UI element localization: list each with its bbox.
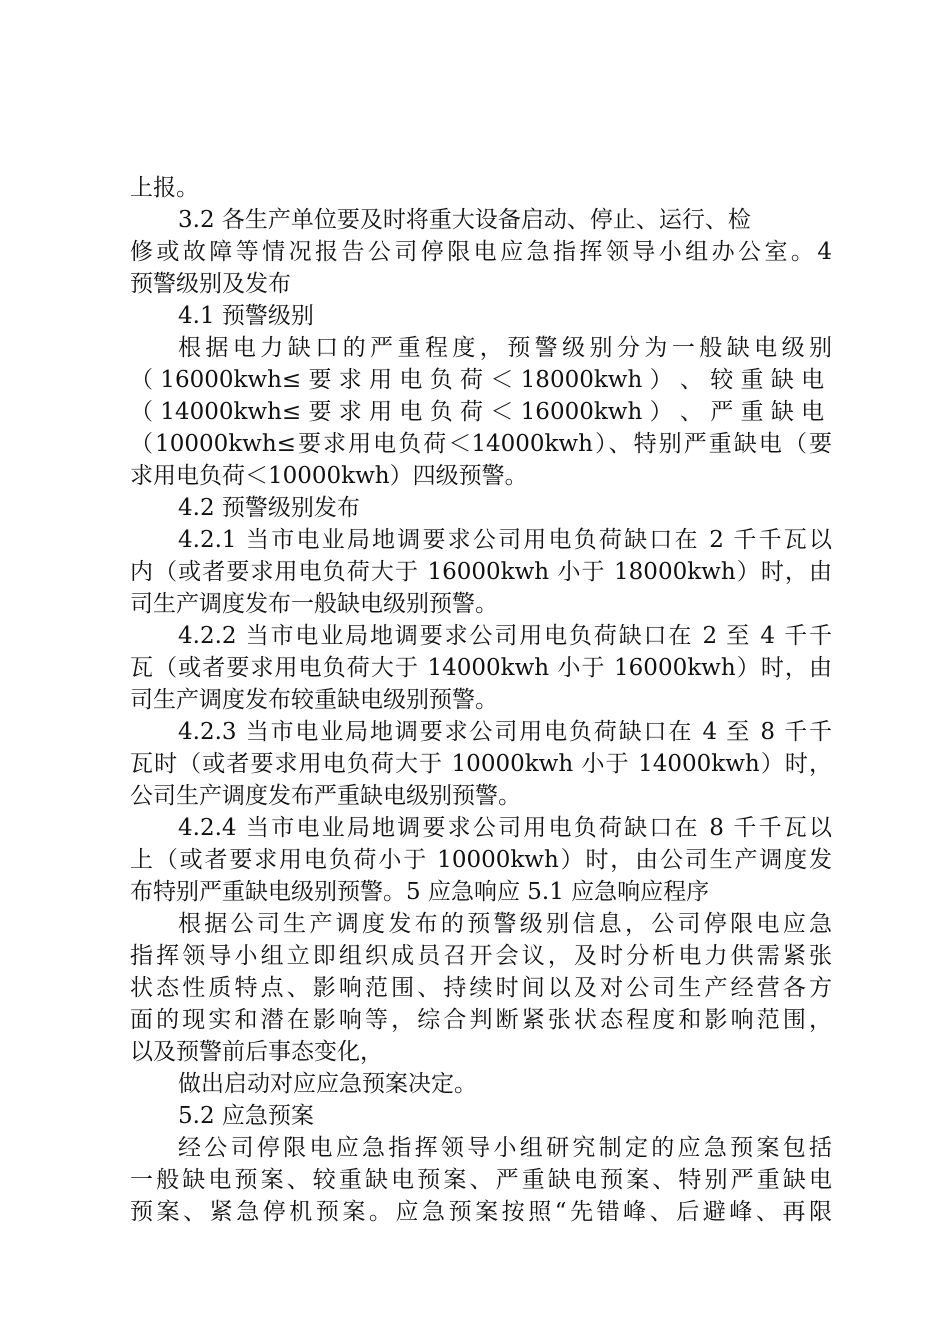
subsection-heading: 5.2 应急预案	[178, 1103, 314, 1129]
subsection-heading: 4.2 预警级别发布	[178, 495, 360, 521]
text-line: 指挥领导小组立即组织成员召开会议，及时分析电力供需紧张	[130, 943, 832, 969]
text-line: 修或故障等情况报告公司停限电应急指挥领导小组办公室。4	[130, 239, 832, 265]
text-line: 根据电力缺口的严重程度，预警级别分为一般缺电级别	[178, 335, 832, 361]
text-line: 以及预警前后事态变化，	[130, 1039, 383, 1065]
text-line: 3.2 各生产单位要及时将重大设备启动、停止、运行、检	[178, 207, 751, 233]
text-line: 4.2.2 当市电业局地调要求公司用电负荷缺口在 2 至 4 千千	[178, 623, 832, 649]
text-line: 一般缺电预案、较重缺电预案、严重缺电预案、特别严重缺电	[130, 1167, 832, 1193]
text-line: 公司生产调度发布严重缺电级别预警。	[130, 783, 521, 809]
text-line: （10000kwh≤要求用电负荷＜14000kwh）、特别严重缺电（要	[130, 431, 832, 457]
text-line: （ 16000kwh≤ 要 求 用 电 负 荷 ＜ 18000kwh ） 、 较 重 缺 电	[130, 367, 825, 393]
text-line: 司生产调度发布一般缺电级别预警。	[130, 591, 498, 617]
text-line: 瓦（或者要求用电负荷大于 14000kwh 小于 16000kwh）时，由	[130, 655, 832, 681]
text-line: 上报。	[130, 175, 199, 201]
text-line: 状态性质特点、影响范围、持续时间以及对公司生产经营各方	[130, 975, 832, 1001]
subsection-heading: 4.1 预警级别	[178, 303, 314, 329]
text-line: （ 14000kwh≤ 要 求 用 电 负 荷 ＜ 16000kwh ） 、 严 重 缺 电	[130, 399, 825, 425]
text-line: 预案、紧急停机预案。应急预案按照“先错峰、后避峰、再限	[130, 1199, 832, 1225]
text-line: 根据公司生产调度发布的预警级别信息，公司停限电应急	[178, 911, 832, 937]
text-line: 4.2.4 当市电业局地调要求公司用电负荷缺口在 8 千千瓦以	[178, 815, 832, 841]
text-line: 做出启动对应应急预案决定。	[178, 1071, 477, 1097]
text-line: 上（或者要求用电负荷小于 10000kwh）时，由公司生产调度发	[130, 847, 832, 873]
document-page	[130, 172, 832, 1228]
text-line: 经公司停限电应急指挥领导小组研究制定的应急预案包括	[178, 1135, 832, 1161]
text-line: 4.2.3 当市电业局地调要求公司用电负荷缺口在 4 至 8 千千	[178, 719, 832, 745]
text-line: 4.2.1 当市电业局地调要求公司用电负荷缺口在 2 千千瓦以	[178, 527, 832, 553]
text-line: 布特别严重缺电级别预警。5 应急响应 5.1 应急响应程序	[130, 879, 710, 905]
text-line: 面的现实和潜在影响等，综合判断紧张状态程度和影响范围，	[130, 1007, 832, 1033]
section-heading: 预警级别及发布	[130, 271, 291, 297]
text-line: 内（或者要求用电负荷大于 16000kwh 小于 18000kwh）时，由	[130, 559, 832, 585]
text-line: 求用电负荷＜10000kwh）四级预警。	[130, 463, 528, 489]
text-line: 瓦时（或者要求用电负荷大于 10000kwh 小于 14000kwh）时，	[130, 751, 832, 777]
text-line: 司生产调度发布较重缺电级别预警。	[130, 687, 498, 713]
